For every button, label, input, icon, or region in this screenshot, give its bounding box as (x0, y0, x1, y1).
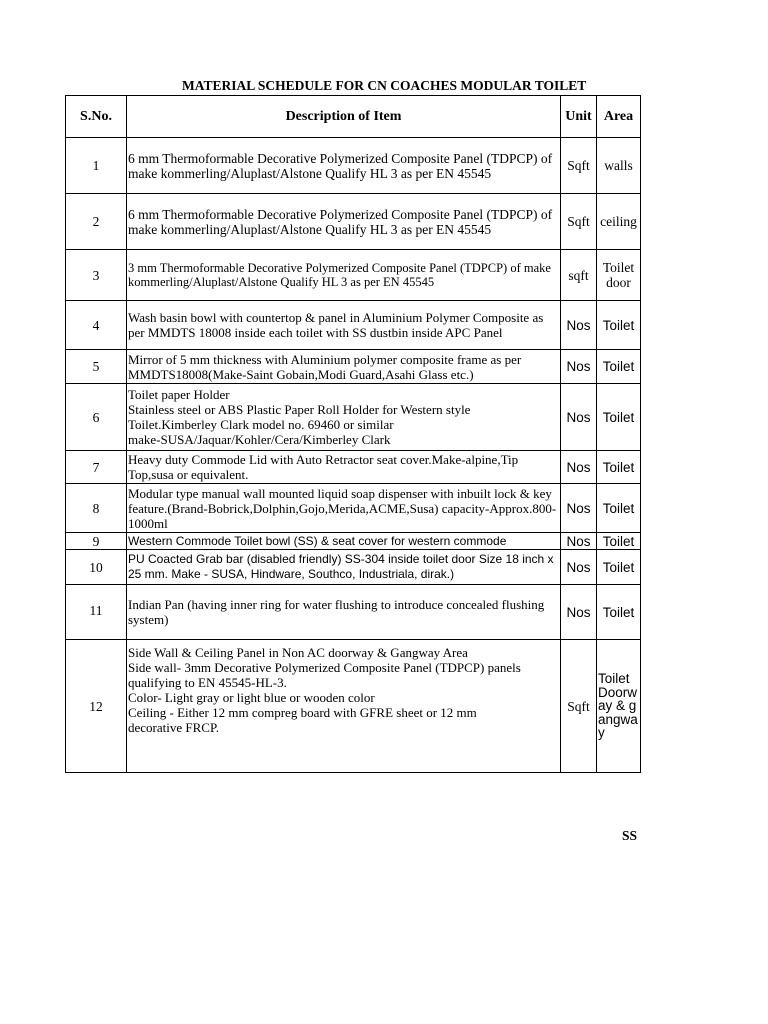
row-description: Indian Pan (having inner ring for water flushing to introduce concealed flushing system) (127, 585, 561, 640)
description-line: Side Wall & Ceiling Panel in Non AC doorway & Gangway Area (128, 645, 468, 660)
table-row (66, 585, 641, 640)
row-description: Modular type manual wall mounted liquid soap dispenser with inbuilt lock & key feature.(Brand-Bobrick,Dolphin,Gojo,Merida,ACME,Susa) capacity-Approx.800-1000ml (127, 484, 561, 533)
row-description (127, 640, 561, 773)
header-description: Description of Item (127, 96, 561, 138)
table-header-row (66, 96, 641, 138)
row-area: Toilet (597, 484, 641, 533)
table-row (66, 384, 641, 451)
row-area: Toilet (597, 533, 641, 550)
header-sno: S.No. (66, 96, 127, 138)
row-area: Toilet (597, 301, 641, 350)
row-description: Heavy duty Commode Lid with Auto Retractor seat cover.Make-alpine,Tip Top,susa or equivalent. (127, 451, 561, 484)
row-sno: 6 (66, 384, 127, 451)
row-sno: 1 (66, 138, 127, 194)
row-unit: Nos (561, 301, 597, 350)
document-title: MATERIAL SCHEDULE FOR CN COACHES MODULAR TOILET (182, 78, 587, 93)
row-sno: 8 (66, 484, 127, 533)
row-unit: sqft (561, 250, 597, 301)
material-schedule-table (65, 95, 641, 773)
table-row (66, 250, 641, 301)
row-unit: Nos (561, 533, 597, 550)
description-line: qualifying to EN 45545-HL-3. (128, 675, 287, 690)
table-row (66, 301, 641, 350)
row-area: Toilet (597, 451, 641, 484)
row-area: Toilet (597, 585, 641, 640)
table-row (66, 533, 641, 550)
description-line: Side wall- 3mm Decorative Polymerized Composite Panel (TDPCP) panels (128, 660, 521, 675)
row-description: 6 mm Thermoformable Decorative Polymerized Composite Panel (TDPCP) of make kommerling/Aluplast/Alstone Qualify HL 3 as per EN 45545 (127, 138, 561, 194)
row-unit: Nos (561, 451, 597, 484)
row-area: Toilet door (597, 250, 641, 301)
row-unit: Nos (561, 585, 597, 640)
table-row (66, 484, 641, 533)
row-unit: Sqft (561, 194, 597, 250)
row-area: walls (597, 138, 641, 194)
row-description: Mirror of 5 mm thickness with Aluminium polymer composite frame as per MMDTS18008(Make-Saint Gobain,Modi Guard,Asahi Glass etc.) (127, 350, 561, 384)
row-sno: 5 (66, 350, 127, 384)
table-row (66, 451, 641, 484)
row-sno: 10 (66, 550, 127, 585)
row-sno: 11 (66, 585, 127, 640)
row-description: Wash basin bowl with countertop & panel in Aluminium Polymer Composite as per MMDTS 18008 inside each toilet with SS dustbin inside APC Panel (127, 301, 561, 350)
row-area: Toilet (597, 350, 641, 384)
row-unit: Sqft (561, 640, 597, 773)
row-sno: 3 (66, 250, 127, 301)
description-line: make-SUSA/Jaquar/Kohler/Cera/Kimberley Clark (128, 432, 391, 447)
row-unit: Nos (561, 484, 597, 533)
row-unit: Nos (561, 384, 597, 451)
row-unit: Nos (561, 550, 597, 585)
row-area: Toilet (597, 550, 641, 585)
row-sno: 4 (66, 301, 127, 350)
table-row (66, 138, 641, 194)
row-description: Western Commode Toilet bowl (SS) & seat cover for western commode (127, 533, 561, 550)
row-area: Toilet (597, 384, 641, 451)
table-row (66, 550, 641, 585)
description-line: Toilet.Kimberley Clark model no. 69460 or similar (128, 417, 394, 432)
row-unit: Nos (561, 350, 597, 384)
row-area: ceiling (597, 194, 641, 250)
header-area: Area (597, 96, 641, 138)
row-area: Toilet Doorway & gangway (597, 640, 641, 773)
table-row (66, 350, 641, 384)
row-description: 6 mm Thermoformable Decorative Polymerized Composite Panel (TDPCP) of make kommerling/Aluplast/Alstone Qualify HL 3 as per EN 45545 (127, 194, 561, 250)
row-description: PU Coacted Grab bar (disabled friendly) SS-304 inside toilet door Size 18 inch x 25 mm. Make - SUSA, Hindware, Southco, Industriala, dirak.) (127, 550, 561, 585)
row-sno: 7 (66, 451, 127, 484)
description-line: Toilet paper Holder (128, 387, 230, 402)
header-unit: Unit (561, 96, 597, 138)
description-line: decorative FRCP. (128, 720, 219, 735)
table-row (66, 194, 641, 250)
description-line: Ceiling - Either 12 mm compreg board with GFRE sheet or 12 mm (128, 705, 477, 720)
row-sno: 9 (66, 533, 127, 550)
footer-initials: SS (622, 828, 638, 843)
row-description: 3 mm Thermoformable Decorative Polymerized Composite Panel (TDPCP) of make kommerling/Aluplast/Alstone Qualify HL 3 as per EN 45545 (127, 250, 561, 301)
description-line: Stainless steel or ABS Plastic Paper Roll Holder for Western style (128, 402, 471, 417)
row-sno: 12 (66, 640, 127, 773)
row-sno: 2 (66, 194, 127, 250)
description-line: Color- Light gray or light blue or wooden color (128, 690, 375, 705)
row-unit: Sqft (561, 138, 597, 194)
row-description (127, 384, 561, 451)
table-row (66, 640, 641, 773)
